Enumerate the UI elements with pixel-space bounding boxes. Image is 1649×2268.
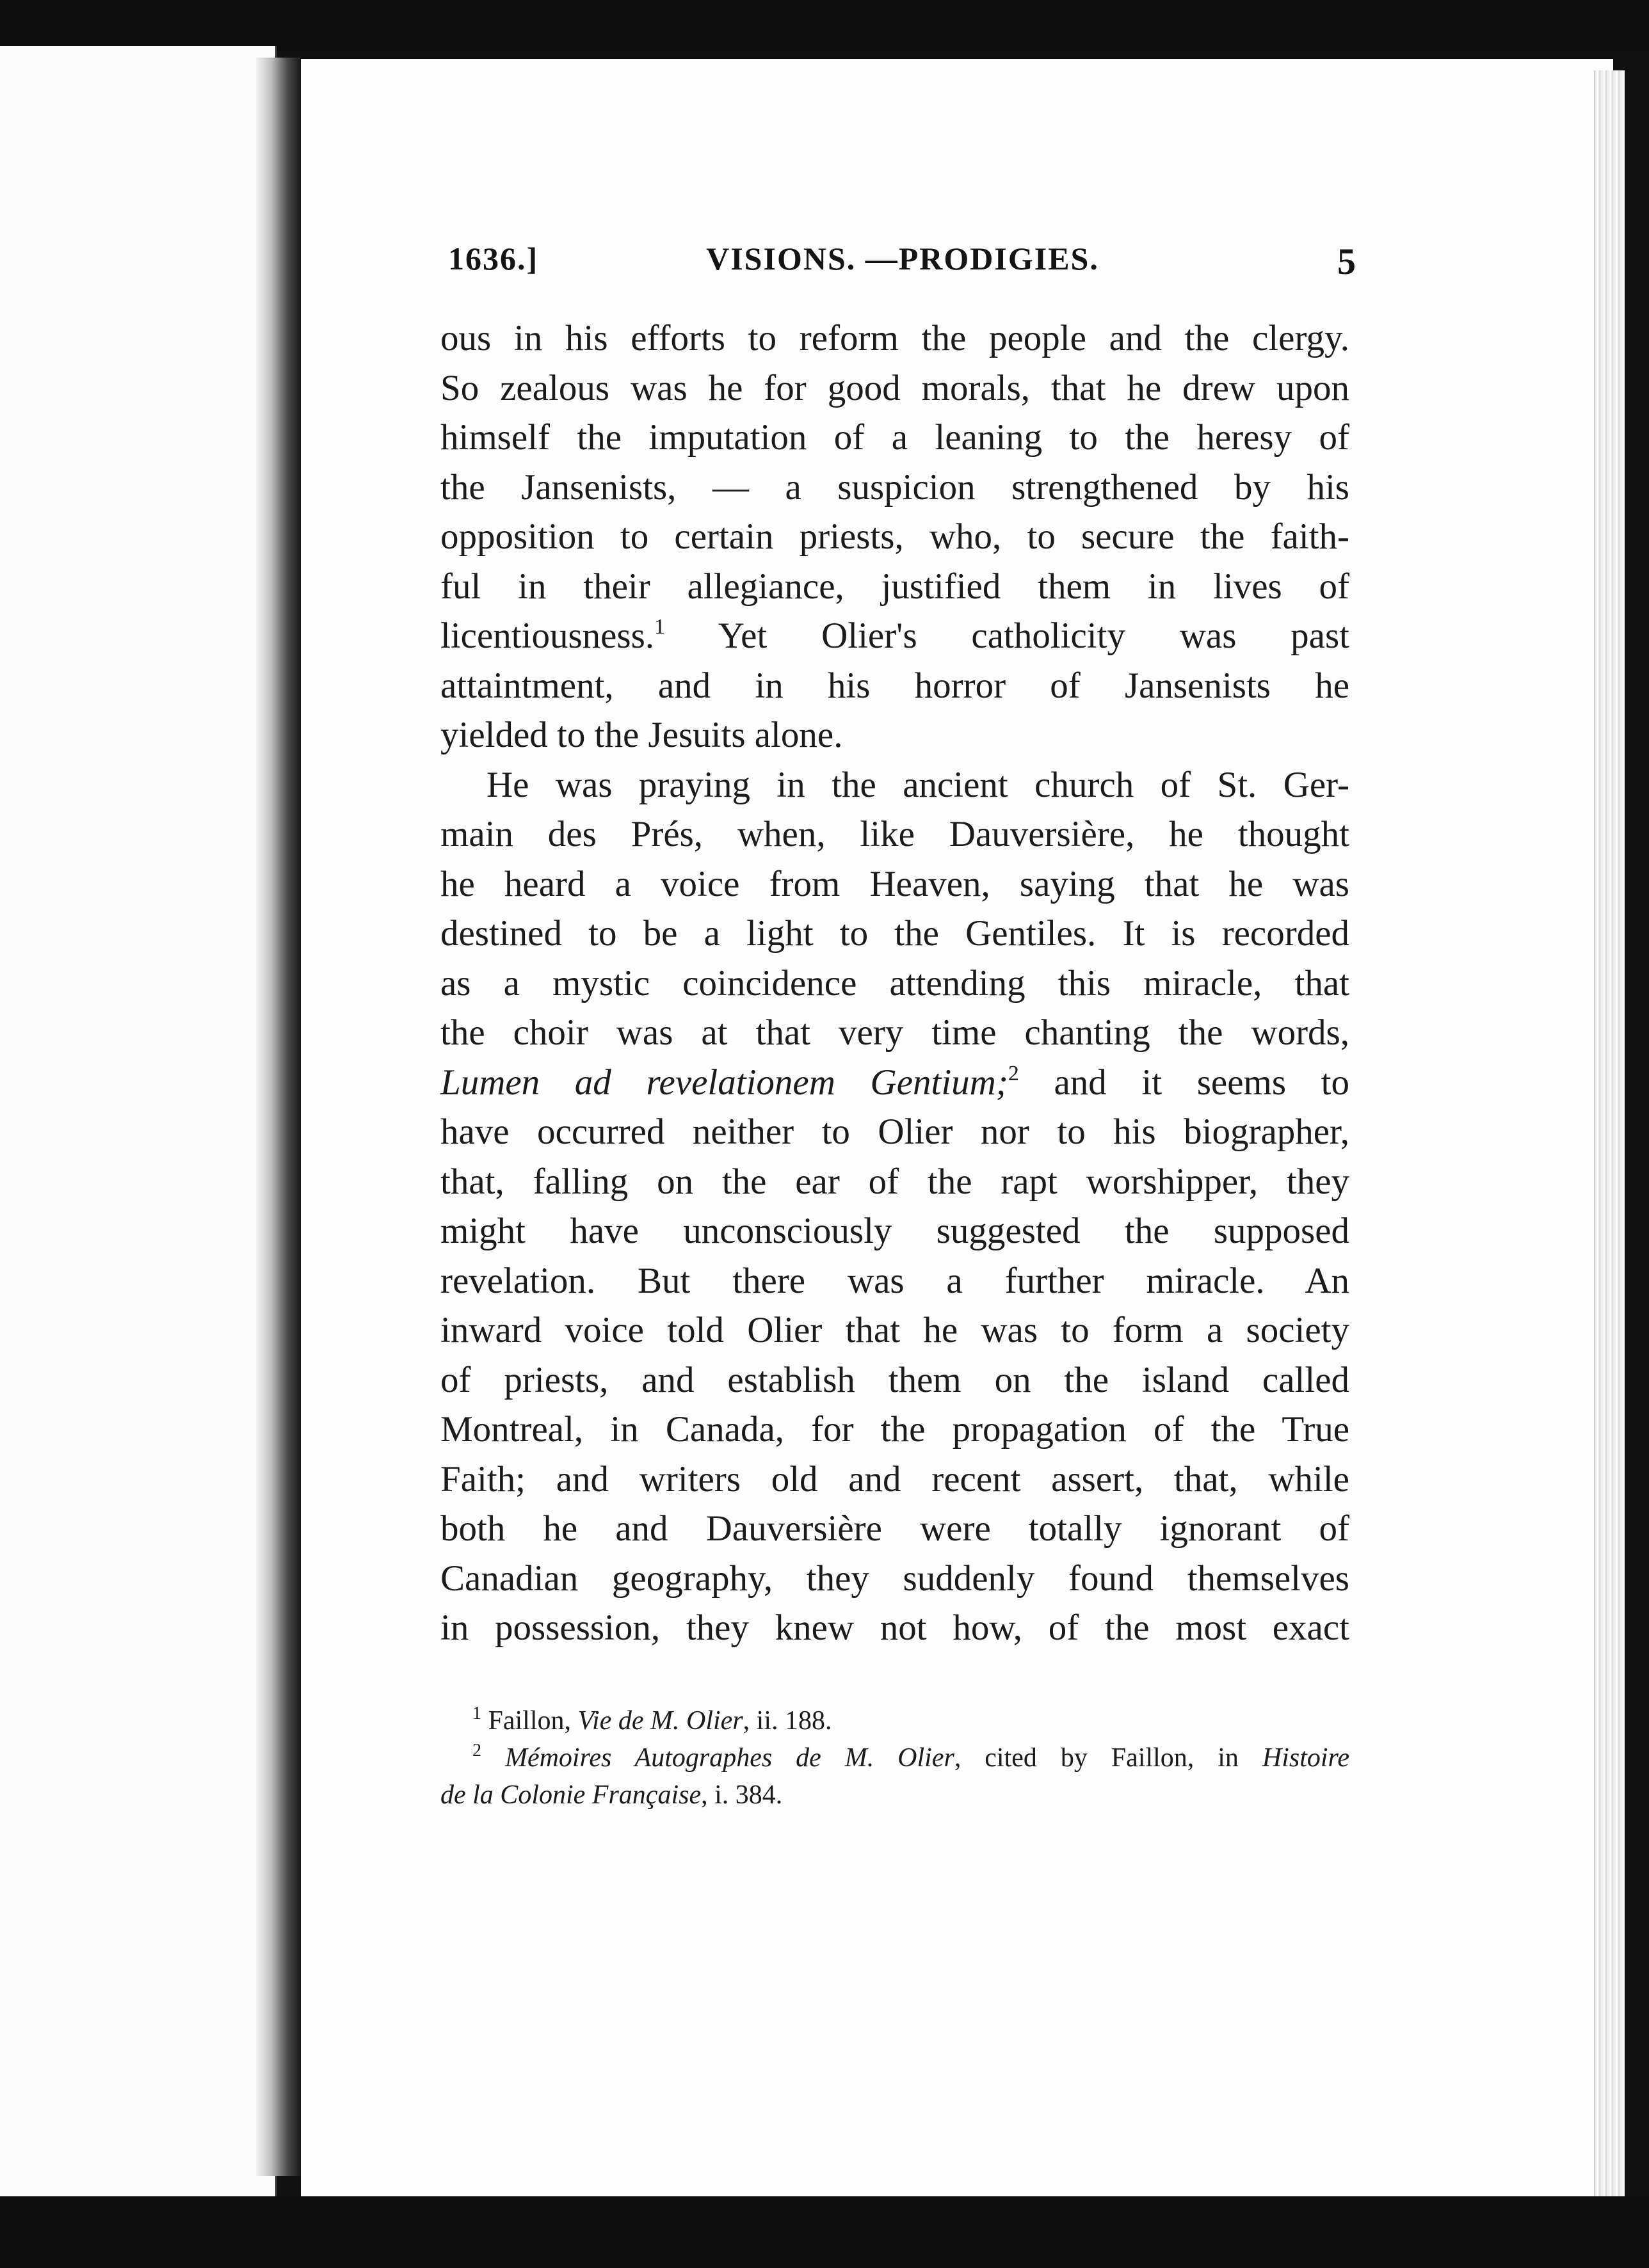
text-fragment: licentiousness. (440, 616, 655, 656)
footnote-text: , ii. 188. (743, 1706, 832, 1736)
footnote-mark: 1 (472, 1704, 481, 1723)
footnote-text: Faillon, (488, 1706, 578, 1736)
footnote-1 (440, 1702, 1349, 1739)
footnote-title: Mémoires Autographes de M. Olier (504, 1743, 954, 1773)
text-line: of priests, and establish them on the island called (440, 1359, 1349, 1400)
scan-top-border (0, 0, 1649, 51)
footnote-ref-2: 2 (1008, 1061, 1019, 1085)
text-line: He was praying in the ancient church of St. Ger- (487, 764, 1349, 805)
text-line (440, 611, 1349, 661)
footnote-title: Vie de M. Olier (577, 1706, 743, 1736)
latin-quote: Lumen ad revelationem Gentium; (440, 1062, 1008, 1103)
page-number: 5 (1337, 241, 1357, 282)
header-title: VISIONS. —PRODIGIES. (706, 241, 1099, 276)
text-line: as a mystic coincidence attending this miracle, that (440, 962, 1349, 1003)
text-line: himself the imputation of a leaning to the heresy of (440, 417, 1349, 458)
text-line: that, falling on the ear of the rapt worshipper, they (440, 1161, 1349, 1202)
footnote-2 (440, 1739, 1349, 1777)
body-text (440, 314, 1349, 1653)
footnote-title: Histoire (1262, 1743, 1349, 1773)
text-line: Montreal, in Canada, for the propagation of the True (440, 1409, 1349, 1449)
footnote-text: , i. 384. (701, 1780, 783, 1810)
text-line: yielded to the Jesuits alone. (440, 715, 843, 755)
text-line: in possession, they knew not how, of the most exact (440, 1608, 1349, 1648)
text-line: ous in his efforts to reform the people and the clergy. (440, 318, 1349, 358)
text-fragment: Yet Olier's catholicity was past (718, 616, 1349, 656)
text-line: might have unconsciously suggested the supposed (440, 1211, 1349, 1251)
text-line: Canadian geography, they suddenly found themselves (440, 1558, 1349, 1599)
text-fragment: and it seems to (1054, 1062, 1350, 1103)
scan-bottom-border (0, 2196, 1649, 2268)
text-line: he heard a voice from Heaven, saying that he was (440, 863, 1349, 904)
footnote-text: , cited by Faillon, in (954, 1743, 1262, 1773)
text-line: inward voice told Olier that he was to form a society (440, 1310, 1349, 1350)
text-line: revelation. But there was a further miracle. An (440, 1260, 1349, 1301)
running-header (448, 240, 1357, 285)
page-edges (1594, 70, 1625, 2201)
header-year: 1636.] (448, 241, 539, 276)
footnote-2-continued (440, 1777, 1349, 1814)
text-line: the Jansenists, — a suspicion strengthened by his (440, 467, 1349, 507)
text-line: Faith; and writers old and recent assert, that, while (440, 1458, 1349, 1499)
text-line: both he and Dauversière were totally ignorant of (440, 1508, 1349, 1549)
text-line: opposition to certain priests, who, to secure the faith- (440, 516, 1349, 557)
text-line: So zealous was he for good morals, that he drew upon (440, 367, 1349, 408)
footnotes (440, 1702, 1349, 1814)
footnote-ref-1: 1 (654, 615, 666, 639)
facing-page-left (0, 46, 277, 2196)
text-line: main des Prés, when, like Dauversière, he thought (440, 814, 1349, 854)
footnote-title: de la Colonie Française (440, 1780, 702, 1810)
footnote-mark: 2 (472, 1741, 481, 1761)
book-gutter (256, 58, 301, 2176)
text-line: destined to be a light to the Gentiles. It is recorded (440, 913, 1349, 954)
text-line: attaintment, and in his horror of Jansenists he (440, 665, 1349, 706)
text-line: the choir was at that very time chanting the words, (440, 1012, 1349, 1053)
text-line: ful in their allegiance, justified them in lives of (440, 566, 1349, 607)
text-line (440, 1058, 1349, 1108)
text-line: have occurred neither to Olier nor to his biographer, (440, 1112, 1349, 1152)
